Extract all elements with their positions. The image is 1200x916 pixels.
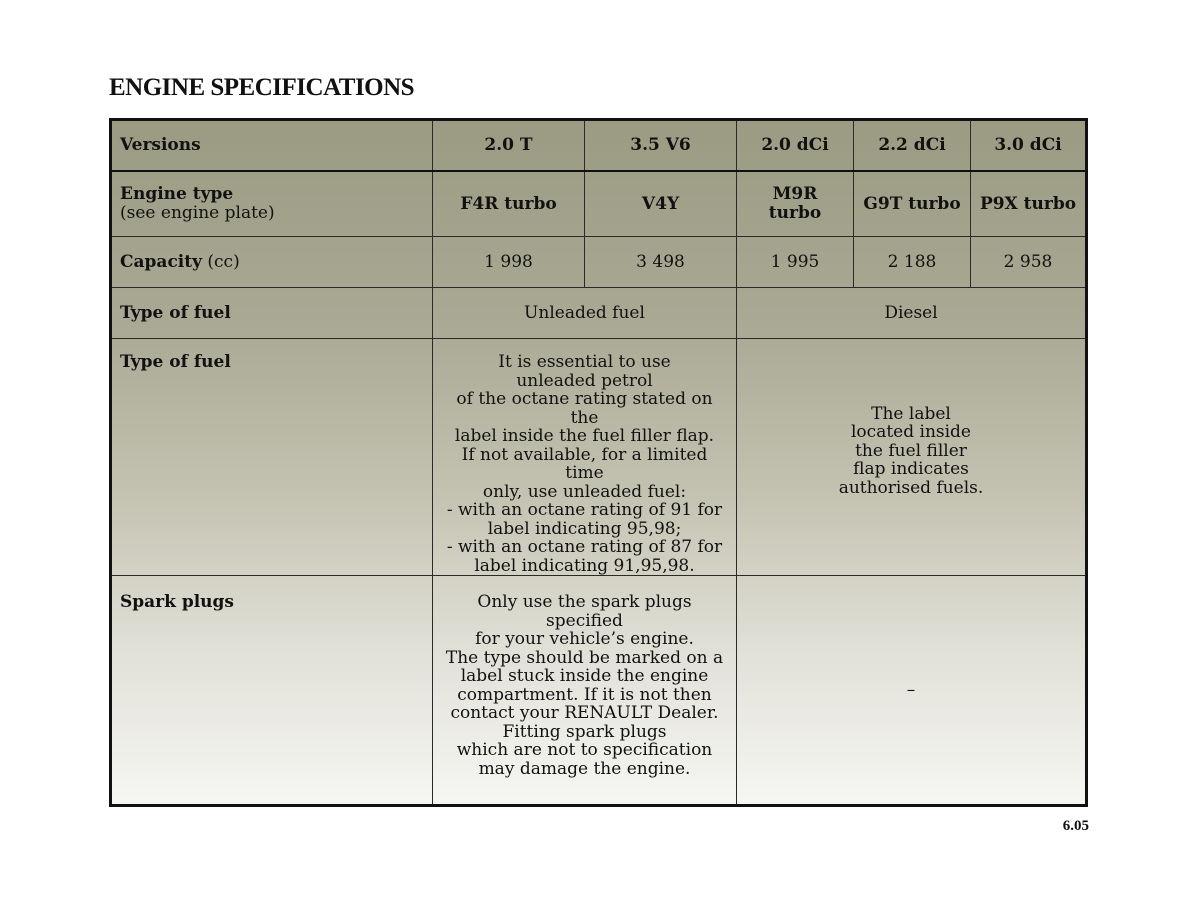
engine-type-label: Engine type xyxy=(120,184,234,205)
capacity-row xyxy=(111,237,1087,288)
fuel-type-diesel: Diesel xyxy=(737,288,1087,339)
engine-type-cell: M9R turbo xyxy=(737,171,854,237)
fuel-type-label: Type of fuel xyxy=(111,288,433,339)
engine-type-row xyxy=(111,171,1087,237)
engine-type-label-cell xyxy=(111,171,433,237)
version-cell: 2.0 T xyxy=(433,120,585,171)
capacity-unit: (cc) xyxy=(202,251,240,272)
versions-label: Versions xyxy=(111,120,433,171)
capacity-cell: 2 188 xyxy=(854,237,971,288)
page-title: ENGINE SPECIFICATIONS xyxy=(109,74,415,101)
spark-plugs-row xyxy=(111,576,1087,806)
engine-type-cell: F4R turbo xyxy=(433,171,585,237)
engine-type-cell: P9X turbo xyxy=(971,171,1087,237)
version-cell: 3.5 V6 xyxy=(585,120,737,171)
versions-row xyxy=(111,120,1087,171)
version-cell: 2.0 dCi xyxy=(737,120,854,171)
spark-plugs-petrol: Only use the spark plugs specified for your vehicle’s engine. The type should be marked on a label stuck inside the engine compartment. If it is not then contact your RENAULT Dealer. Fitting spark plugs which are not to specification may damage the engine. xyxy=(433,576,737,806)
capacity-cell: 3 498 xyxy=(585,237,737,288)
capacity-label: Capacity xyxy=(120,251,202,272)
version-cell: 3.0 dCi xyxy=(971,120,1087,171)
fuel-notes-diesel: The label located inside the fuel filler flap indicates authorised fuels. xyxy=(737,339,1087,576)
engine-type-sublabel: (see engine plate) xyxy=(120,202,275,223)
fuel-notes-petrol: It is essential to use unleaded petrol of the octane rating stated on the label inside the fuel filler flap. If not available, for a limited time only, use unleaded fuel: - with an octane rating of 91 for label indicating 95,98; - with an octane rating of 87 for label indicating 91,95,98. xyxy=(433,339,737,576)
fuel-type-petrol: Unleaded fuel xyxy=(433,288,737,339)
fuel-notes-label: Type of fuel xyxy=(111,339,433,576)
engine-type-cell: G9T turbo xyxy=(854,171,971,237)
capacity-cell: 1 995 xyxy=(737,237,854,288)
page-number: 6.05 xyxy=(1062,818,1089,834)
spark-plugs-label: Spark plugs xyxy=(111,576,433,806)
capacity-cell: 2 958 xyxy=(971,237,1087,288)
engine-type-cell: V4Y xyxy=(585,171,737,237)
fuel-type-row xyxy=(111,288,1087,339)
spark-plugs-diesel: – xyxy=(737,576,1087,806)
engine-specifications-table xyxy=(109,118,1088,807)
version-cell: 2.2 dCi xyxy=(854,120,971,171)
capacity-label-cell xyxy=(111,237,433,288)
capacity-cell: 1 998 xyxy=(433,237,585,288)
fuel-notes-row xyxy=(111,339,1087,576)
